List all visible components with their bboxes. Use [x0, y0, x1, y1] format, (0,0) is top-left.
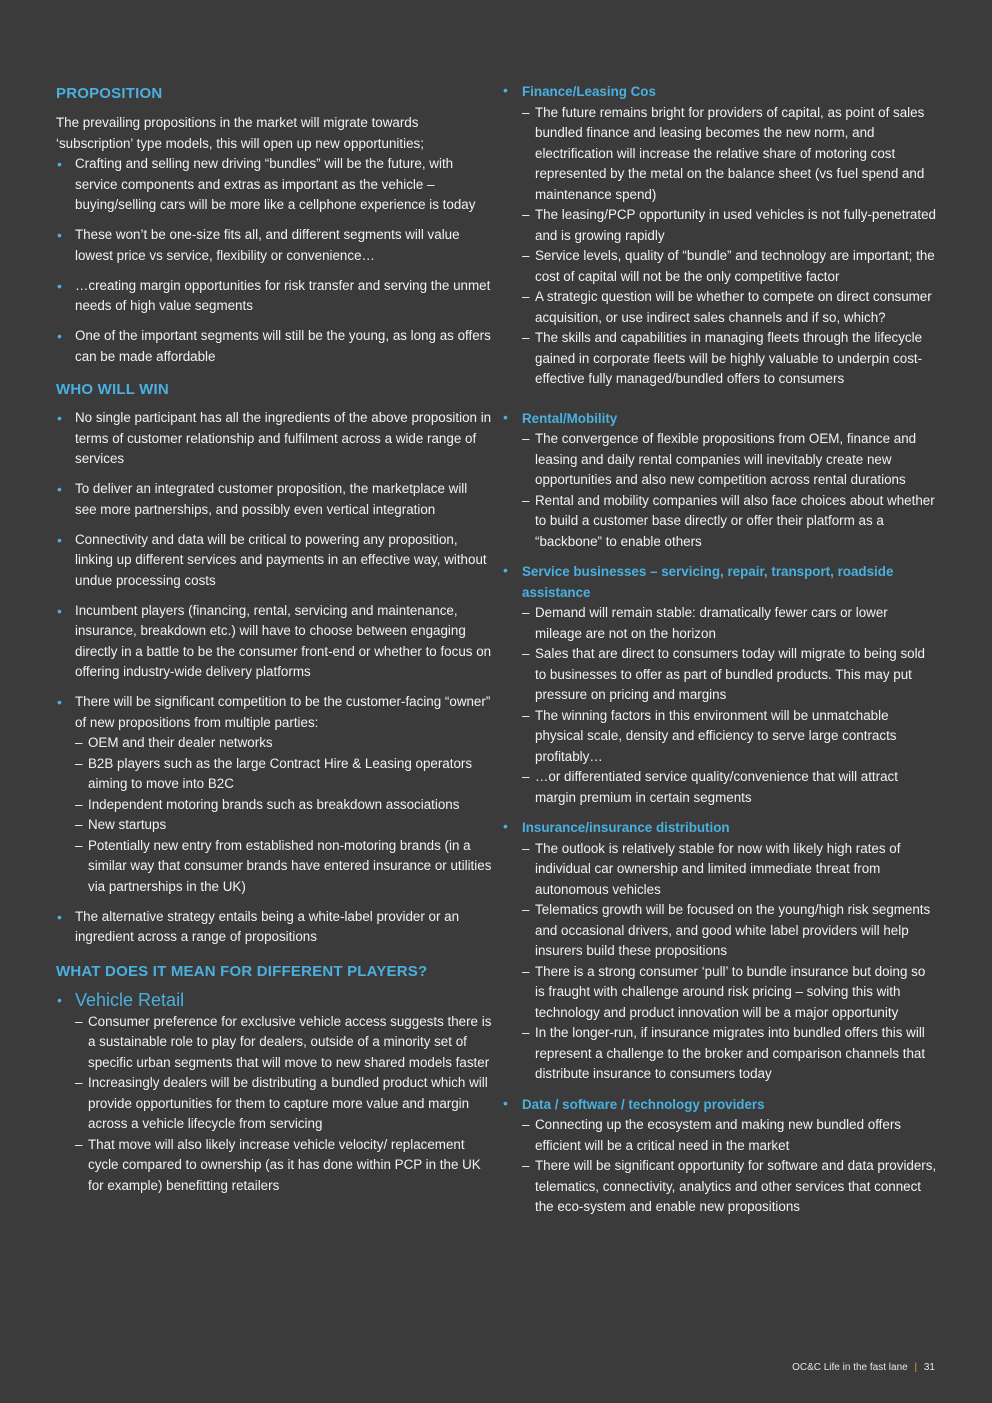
players-heading: WHAT DOES IT MEAN FOR DIFFERENT PLAYERS? [56, 962, 428, 980]
section-title: • Rental/Mobility [522, 410, 618, 426]
footer-title: Life in the fast lane [823, 1362, 908, 1373]
list-item: – Telematics growth will be focused on the young/high risk segments and occasional drivers, and good white label providers will help insurers build these propositions [522, 900, 938, 962]
list-item: – B2B players such as the large Contract Hire & Leasing operators aiming to move into B2C [75, 754, 492, 795]
list-item: – Sales that are direct to consumers today will migrate to being sold to businesses to offer as part of bundled products. This may put pressure on pricing and margins [522, 644, 938, 706]
section-title: • Service businesses – servicing, repair, transport, roadside assistance [522, 564, 894, 600]
footer-brand: OC&C [792, 1362, 821, 1373]
rental-mobility-section [502, 409, 938, 553]
competition-parties [75, 733, 492, 897]
list-item: • One of the important segments will still be the young, as long as offers can be made affordable [56, 326, 492, 367]
proposition-list [56, 154, 492, 367]
list-item: • The alternative strategy entails being a white-label provider or an ingredient across a range of propositions [56, 907, 492, 948]
footer-separator: | [914, 1362, 918, 1373]
competition-intro: There will be significant competition to be the customer-facing “owner” of new propositions from multiple parties: [75, 694, 491, 730]
finance-leasing-section [502, 82, 938, 390]
who-will-win-heading: WHO WILL WIN [56, 381, 169, 398]
list-item: – …or differentiated service quality/convenience that will attract margin premium in certain segments [522, 767, 938, 808]
section-title: • Data / software / technology providers [522, 1096, 765, 1112]
list-item: – That move will also likely increase vehicle velocity/ replacement cycle compared to ownership (as it has done within PCP in the UK for example) benefitting retailers [75, 1135, 492, 1197]
list-item: – The convergence of flexible propositions from OEM, finance and leasing and daily rental companies will inevitably create new opportunities and also new competition across rental durations [522, 429, 938, 491]
who-will-win-list [56, 408, 492, 948]
list-item: • These won’t be one-size fits all, and different segments will value lowest price vs service, flexibility or convenience… [56, 225, 492, 266]
vehicle-retail-list [56, 988, 492, 1197]
list-item: – There will be significant opportunity for software and data providers, telematics, connectivity, analytics and other services that connect the eco-system and enable new propositions [522, 1156, 938, 1218]
section-title: • Finance/Leasing Cos [522, 84, 656, 99]
vehicle-retail-title: • Vehicle Retail [75, 989, 185, 1010]
list-item [56, 692, 492, 897]
list-item: – Service levels, quality of “bundle” and technology are important; the cost of capital will not be the only competitive factor [522, 246, 938, 287]
list-item: • Connectivity and data will be critical to powering any proposition, linking up different services and payments in an effective way, without undue processing costs [56, 530, 492, 592]
page-number: 31 [923, 1362, 935, 1373]
list-item: – The skills and capabilities in managing fleets through the lifecycle gained in corporate fleets will be highly valuable to underpin cost-effective fully managed/bundled offers to consumers [522, 328, 938, 390]
section-items [522, 839, 938, 1085]
list-item: – The outlook is relatively stable for now with likely high rates of individual car ownership and limited immediate threat from autonomous vehicles [522, 839, 938, 901]
data-software-section [502, 1095, 938, 1218]
list-item: – There is a strong consumer ‘pull’ to bundle insurance but doing so is fraught with challenge around risk pricing – solving this with technology and product innovation will be a major opportunity [522, 962, 938, 1024]
list-item: – Rental and mobility companies will also face choices about whether to build a customer base directly or offer their platform as a “backbone” to enable others [522, 491, 938, 553]
right-column [502, 82, 938, 1228]
list-item: • Incumbent players (financing, rental, servicing and maintenance, insurance, breakdown etc.) will have to choose between engaging directly in a battle to be the consumer front-end or whether to focus on offering industry-wide delivery platforms [56, 601, 492, 683]
list-item: – Consumer preference for exclusive vehicle access suggests there is a sustainable role to play for dealers, outside of a minority set of specific urban segments that will move to new shared models faster [75, 1012, 492, 1074]
vehicle-retail-items [75, 1012, 492, 1197]
page-footer [792, 1362, 935, 1373]
left-column [56, 82, 492, 1206]
list-item: – The future remains bright for providers of capital, as point of sales bundled finance and leasing becomes the new norm, and electrification will increase the relative share of motoring cost represented by the metal on the balance sheet (vs fuel spend and maintenance spend) [522, 103, 938, 206]
section-items [522, 429, 938, 552]
section-title: • Insurance/insurance distribution [522, 820, 730, 835]
section-items [522, 603, 938, 808]
section-items [522, 1115, 938, 1218]
list-item: – New startups [75, 815, 492, 836]
list-item: – OEM and their dealer networks [75, 733, 492, 754]
list-item: • No single participant has all the ingredients of the above proposition in terms of customer relationship and fulfilment across a wide range of services [56, 408, 492, 470]
list-item: – Potentially new entry from established non-motoring brands (in a similar way that consumer brands have entered insurance or utilities via partnerships in the UK) [75, 836, 492, 898]
list-item: – Connecting up the ecosystem and making new bundled offers efficient will be a critical need in the market [522, 1115, 938, 1156]
list-item: – Increasingly dealers will be distributing a bundled product which will provide opportunities for them to capture more value and margin across a vehicle lifecycle from servicing [75, 1073, 492, 1135]
list-item: – Demand will remain stable: dramatically fewer cars or lower mileage are not on the horizon [522, 603, 938, 644]
vehicle-retail-block [56, 988, 492, 1197]
list-item: – The winning factors in this environment will be unmatchable physical scale, density and efficiency to serve large contracts profitably… [522, 706, 938, 768]
list-item: – Independent motoring brands such as breakdown associations [75, 795, 492, 816]
list-item: – In the longer-run, if insurance migrates into bundled offers this will represent a challenge to the broker and comparison channels that distribute insurance to consumers today [522, 1023, 938, 1085]
service-businesses-section [502, 562, 938, 808]
list-item: – A strategic question will be whether to compete on direct consumer acquisition, or use indirect sales channels and if so, which? [522, 287, 938, 328]
insurance-section [502, 818, 938, 1085]
list-item: – The leasing/PCP opportunity in used vehicles is not fully-penetrated and is growing rapidly [522, 205, 938, 246]
proposition-heading: PROPOSITION [56, 85, 163, 102]
list-item: • …creating margin opportunities for risk transfer and serving the unmet needs of high value segments [56, 276, 492, 317]
list-item: • To deliver an integrated customer proposition, the marketplace will see more partnerships, and possibly even vertical integration [56, 479, 492, 520]
proposition-intro: The prevailing propositions in the market will migrate towards ‘subscription’ type models, this will open up new opportunities; [56, 115, 424, 151]
section-items [522, 103, 938, 390]
list-item: • Crafting and selling new driving “bundles” will be the future, with service components and extras as important as the vehicle – buying/selling cars will be more like a cellphone experience is today [56, 154, 492, 216]
